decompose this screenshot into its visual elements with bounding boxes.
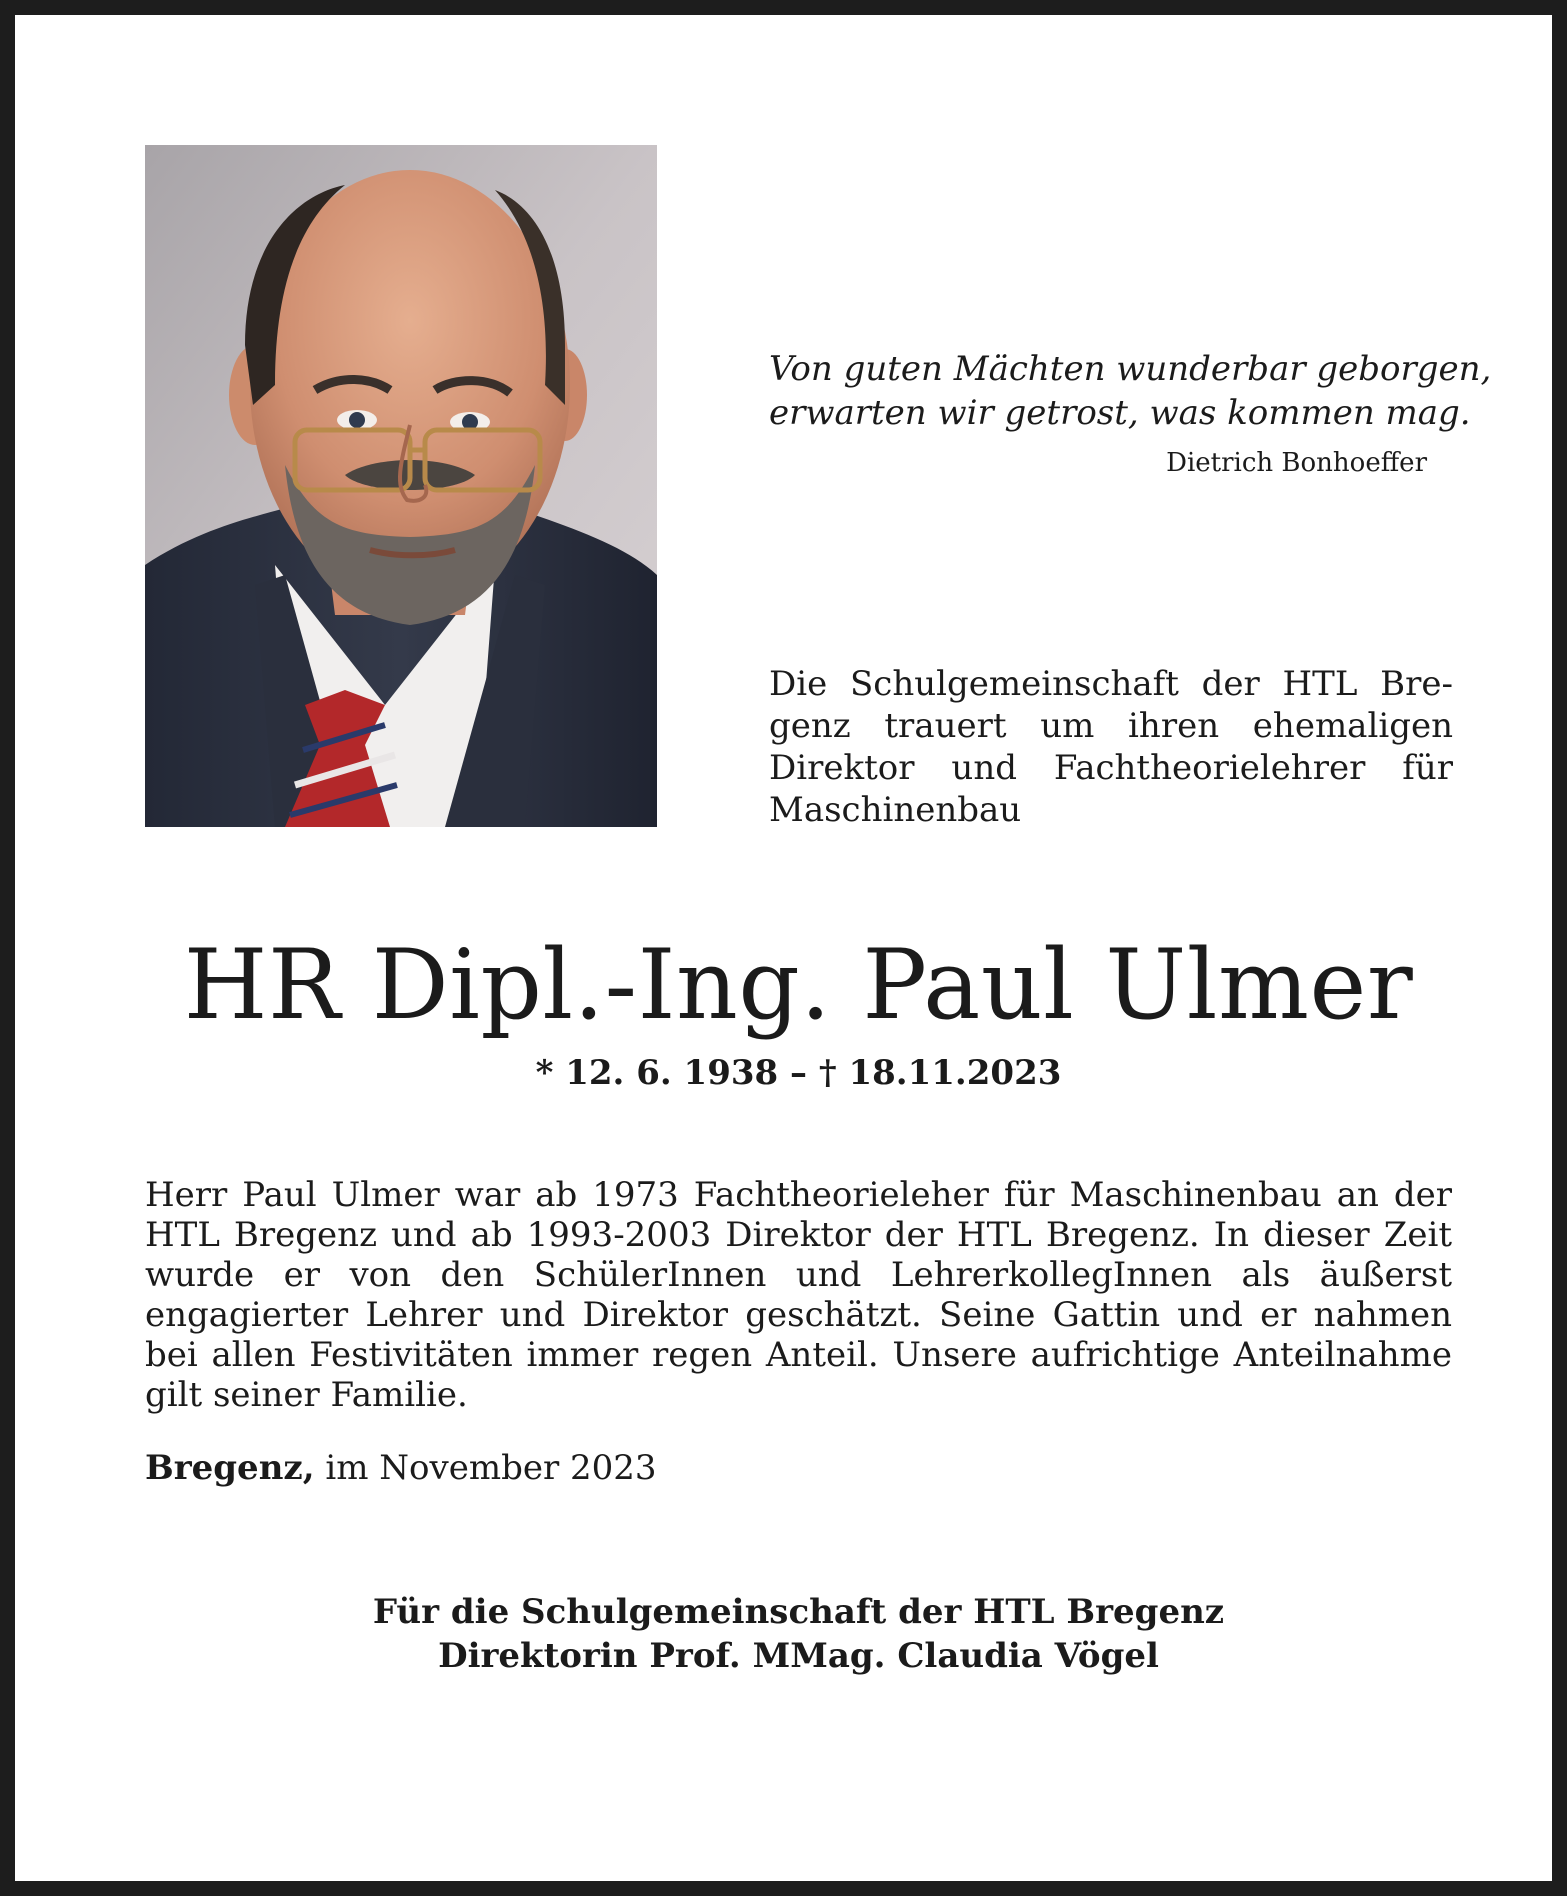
place-date: im November 2023 bbox=[325, 1448, 657, 1488]
signature-line-2: Direktorin Prof. MMag. Claudia Vögel bbox=[438, 1636, 1159, 1676]
portrait-image bbox=[145, 145, 657, 827]
signature-block bbox=[15, 1590, 1567, 1678]
place-city: Bregenz, bbox=[145, 1448, 315, 1488]
deceased-name: HR Dipl.-Ing. Paul Ulmer bbox=[183, 929, 1414, 1041]
signature-line-1: Für die Schulgemeinschaft der HTL Bregenz bbox=[372, 1592, 1225, 1632]
portrait-photo bbox=[145, 145, 657, 827]
place-date-line bbox=[145, 1445, 1045, 1491]
quote-block bbox=[769, 347, 1492, 481]
life-dates: * 12. 6. 1938 – † 18.11.2023 bbox=[535, 1053, 1062, 1093]
quote-author: Dietrich Bonhoeffer bbox=[1166, 448, 1427, 478]
quote-line-2: erwarten wir getrost, was kommen mag. bbox=[769, 393, 1471, 433]
obituary-body: Herr Paul Ulmer war ab 1973 Fachtheorieleher für Maschinenbau an der HTL Bregenz und ab 1993-2003 Direktor der HTL Bregenz. In dieser Zeit wurde er von den SchülerInnen und LehrerkollegInnen als äußerst engagierter Lehrer und Direktor geschätzt. Seine Gattin und er nahmen bei allen Festivitäten immer regen Anteil. Unsere aufrichtige Anteilnahme gilt seiner Familie. bbox=[145, 1175, 1452, 1415]
quote-line-1: Von guten Mächten wunderbar geborgen, bbox=[769, 349, 1492, 389]
intro-paragraph: Die Schulgemeinschaft der HTL Bregenz trauert um ihren ehemaligen Direktor und Fachtheorielehrer für Maschinenbau bbox=[769, 664, 1453, 830]
